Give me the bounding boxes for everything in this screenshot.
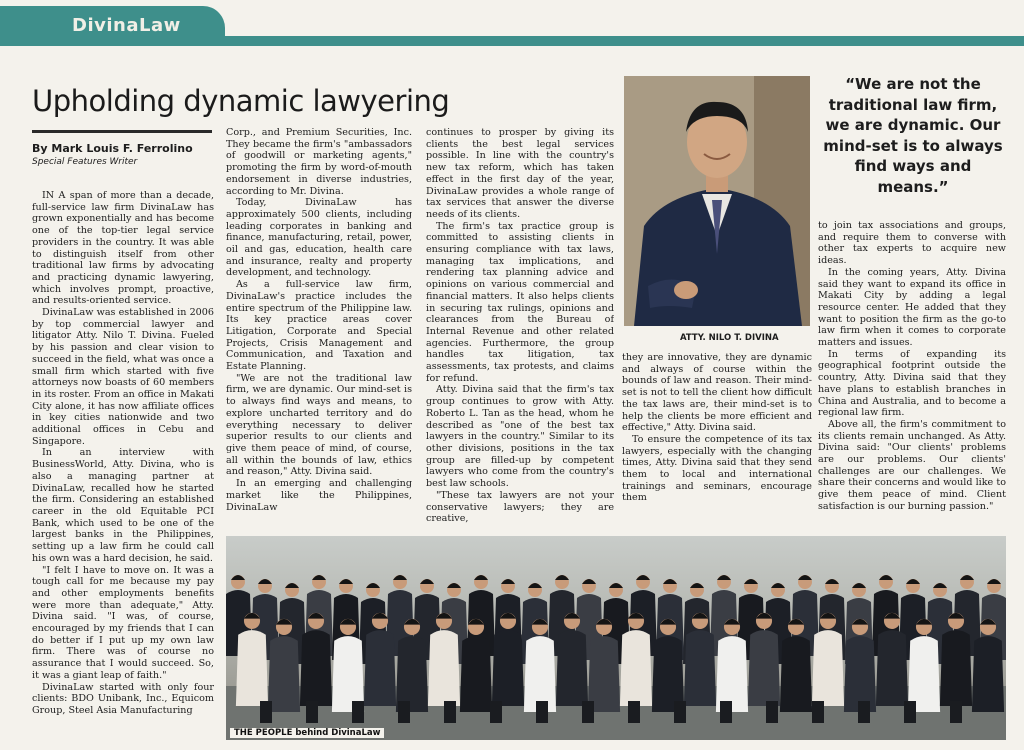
paragraph: In terms of expanding its geographical footprint outside the country, Atty. Divina said that they have plans to establish branches in China and Australia, and to become a regional law firm.: [818, 348, 1006, 419]
section-tab: [0, 6, 225, 46]
paragraph: continues to prosper by giving its clients the best legal services possible. In line with the country's new tax reform, which has taken effect in the first day of the year, DivinaLaw provides a whole range of tax services that answer the diverse needs of its clients.: [426, 127, 614, 220]
group-illustration: [226, 536, 1006, 740]
paragraph: In the coming years, Atty. Divina said they want to expand its office in Makati City by adding a legal resource center. He added that they want to position the firm as the go-to law firm when it comes to corporate matters and issues.: [818, 266, 1006, 349]
article-column-4: [622, 352, 812, 532]
paragraph: Today, DivinaLaw has approximately 500 clients, including leading corporates in banking and finance, manufacturing, retail, power, oil and gas, education, health care and insurance, realty and property development, and technology.: [226, 197, 412, 279]
article-column-5: [818, 220, 1006, 532]
paragraph: In an emerging and challenging market like the Philippines, DivinaLaw: [226, 478, 412, 513]
group-photo: [226, 536, 1006, 740]
headline: Upholding dynamic lawyering: [32, 84, 450, 118]
paragraph: DivinaLaw started with only four clients: BDO Unibank, Inc., Equicom Group, Steel Asia Manufacturing: [32, 681, 214, 716]
paragraph: Atty. Divina said that the firm's tax group continues to grow with Atty. Roberto L. Tan as the head, whom he described as "one of the best tax lawyers in the country." Similar to its other divisions, positions in the tax group are filled-up by competent lawyers who come from the country's best law schools.: [426, 384, 614, 490]
paragraph: Corp., and Premium Securities, Inc. They became the firm's "ambassadors of goodwill or marketing agents," promoting the firm by word-of-mouth endorsement in diverse industries, according to Mr. Divina.: [226, 127, 412, 197]
group-caption: THE PEOPLE behind DivinaLaw: [230, 728, 384, 738]
paragraph: IN A span of more than a decade, full-service law firm DivinaLaw has grown exponentially and has become one of the top-tier legal service providers in the country. It was able to distinguish itself from other traditional law firms by advocating and practicing dynamic lawyering, which involves prompt, proactive, and results-oriented service.: [32, 190, 214, 307]
headline-rule: [32, 130, 212, 133]
section-banner: [0, 0, 1024, 46]
paragraph: To ensure the competence of its tax lawyers, especially with the changing times, Atty. Divina said that they send them to local and international trainings and seminars, encourage them: [622, 433, 812, 504]
article-column-3: [426, 127, 614, 532]
paragraph: As a full-service law firm, DivinaLaw's practice includes the entire spectrum of the Philippine law. Its key practice areas cover Litigation, Corporate and Special Projects, Crisis Management and Communication, and Taxation and Estate Planning.: [226, 279, 412, 373]
paragraph: "I felt I have to move on. It was a tough call for me because my pay and other employments benefits were more than adequate," Atty. Divina said. "I was, of course, encouraged by my friends that I can do better if I put up my own law firm. There was of course no assurance that I would succeed. So, it was a giant leap of faith.": [32, 564, 214, 681]
byline: By Mark Louis F. Ferrolino: [32, 142, 193, 155]
paragraph: In an interview with BusinessWorld, Atty. Divina, who is also a managing partner at DivinaLaw, recalled how he started the firm. Considering an established career in the old Equitable PCI Bank, which used to be one of the largest banks in the Philippines, setting up a law firm he could call his own was a hard decision, he said.: [32, 447, 214, 564]
article-column-2: [226, 127, 412, 532]
section-band: [200, 36, 1024, 46]
paragraph: Above all, the firm's commitment to its clients remain unchanged. As Atty. Divina said: "Our clients' problems are our problems. Our clients' challenges are our challenges. We share their concerns and would like to give them peace of mind. Client satisfaction is our burning passion.": [818, 418, 1006, 512]
section-title: DivinaLaw: [72, 15, 181, 36]
paragraph: "We are not the traditional law firm, we are dynamic. Our mind-set is to always find ways and means, to explore uncharted territory and do everything necessary to deliver superior results to our clients and give them peace of mind, of course, all within the bounds of law, ethics and reason," Atty. Divina said.: [226, 372, 412, 478]
paragraph: The firm's tax practice group is committed to assisting clients in ensuring compliance with tax laws, managing tax implications, and rendering tax planning advice and opinions on various commercial and financial matters. It also helps clients in securing tax rulings, opinions and clearances from the Bureau of Internal Revenue and other related agencies. Furthermore, the group handles tax litigation, tax assessments, tax protests, and claims for refund.: [426, 220, 614, 384]
paragraph: they are innovative, they are dynamic and always of course within the bounds of law and reason. Their mind-set is not to tell the client how difficult the tax laws are, their mind-set is to help the clients be more efficient and effective," Atty. Divina said.: [622, 352, 812, 434]
portrait-illustration: [624, 76, 810, 326]
paragraph: to join tax associations and groups, and require them to converse with other tax experts to acquire new ideas.: [818, 220, 1006, 267]
pull-quote: “We are not the traditional law firm, we are dynamic. Our mind-set is to always find ways and means.”: [823, 75, 1003, 196]
paragraph: "These tax lawyers are not your conservative lawyers; they are creative,: [426, 489, 614, 525]
paragraph: DivinaLaw was established in 2006 by top commercial lawyer and litigator Atty. Nilo T. Divina. Fueled by his passion and clear vision to succeed in the field, what was once a small firm which started with five attorneys now boasts of 60 members in its roster. From an office in Makati City alone, it has now affiliate offices in key cities nationwide and two additional offices in Cebu and Singapore.: [32, 307, 214, 447]
portrait-photo: [624, 76, 810, 326]
article-column-1: [32, 190, 214, 740]
portrait-caption: ATTY. NILO T. DIVINA: [680, 333, 779, 343]
byline-role: Special Features Writer: [32, 157, 138, 167]
